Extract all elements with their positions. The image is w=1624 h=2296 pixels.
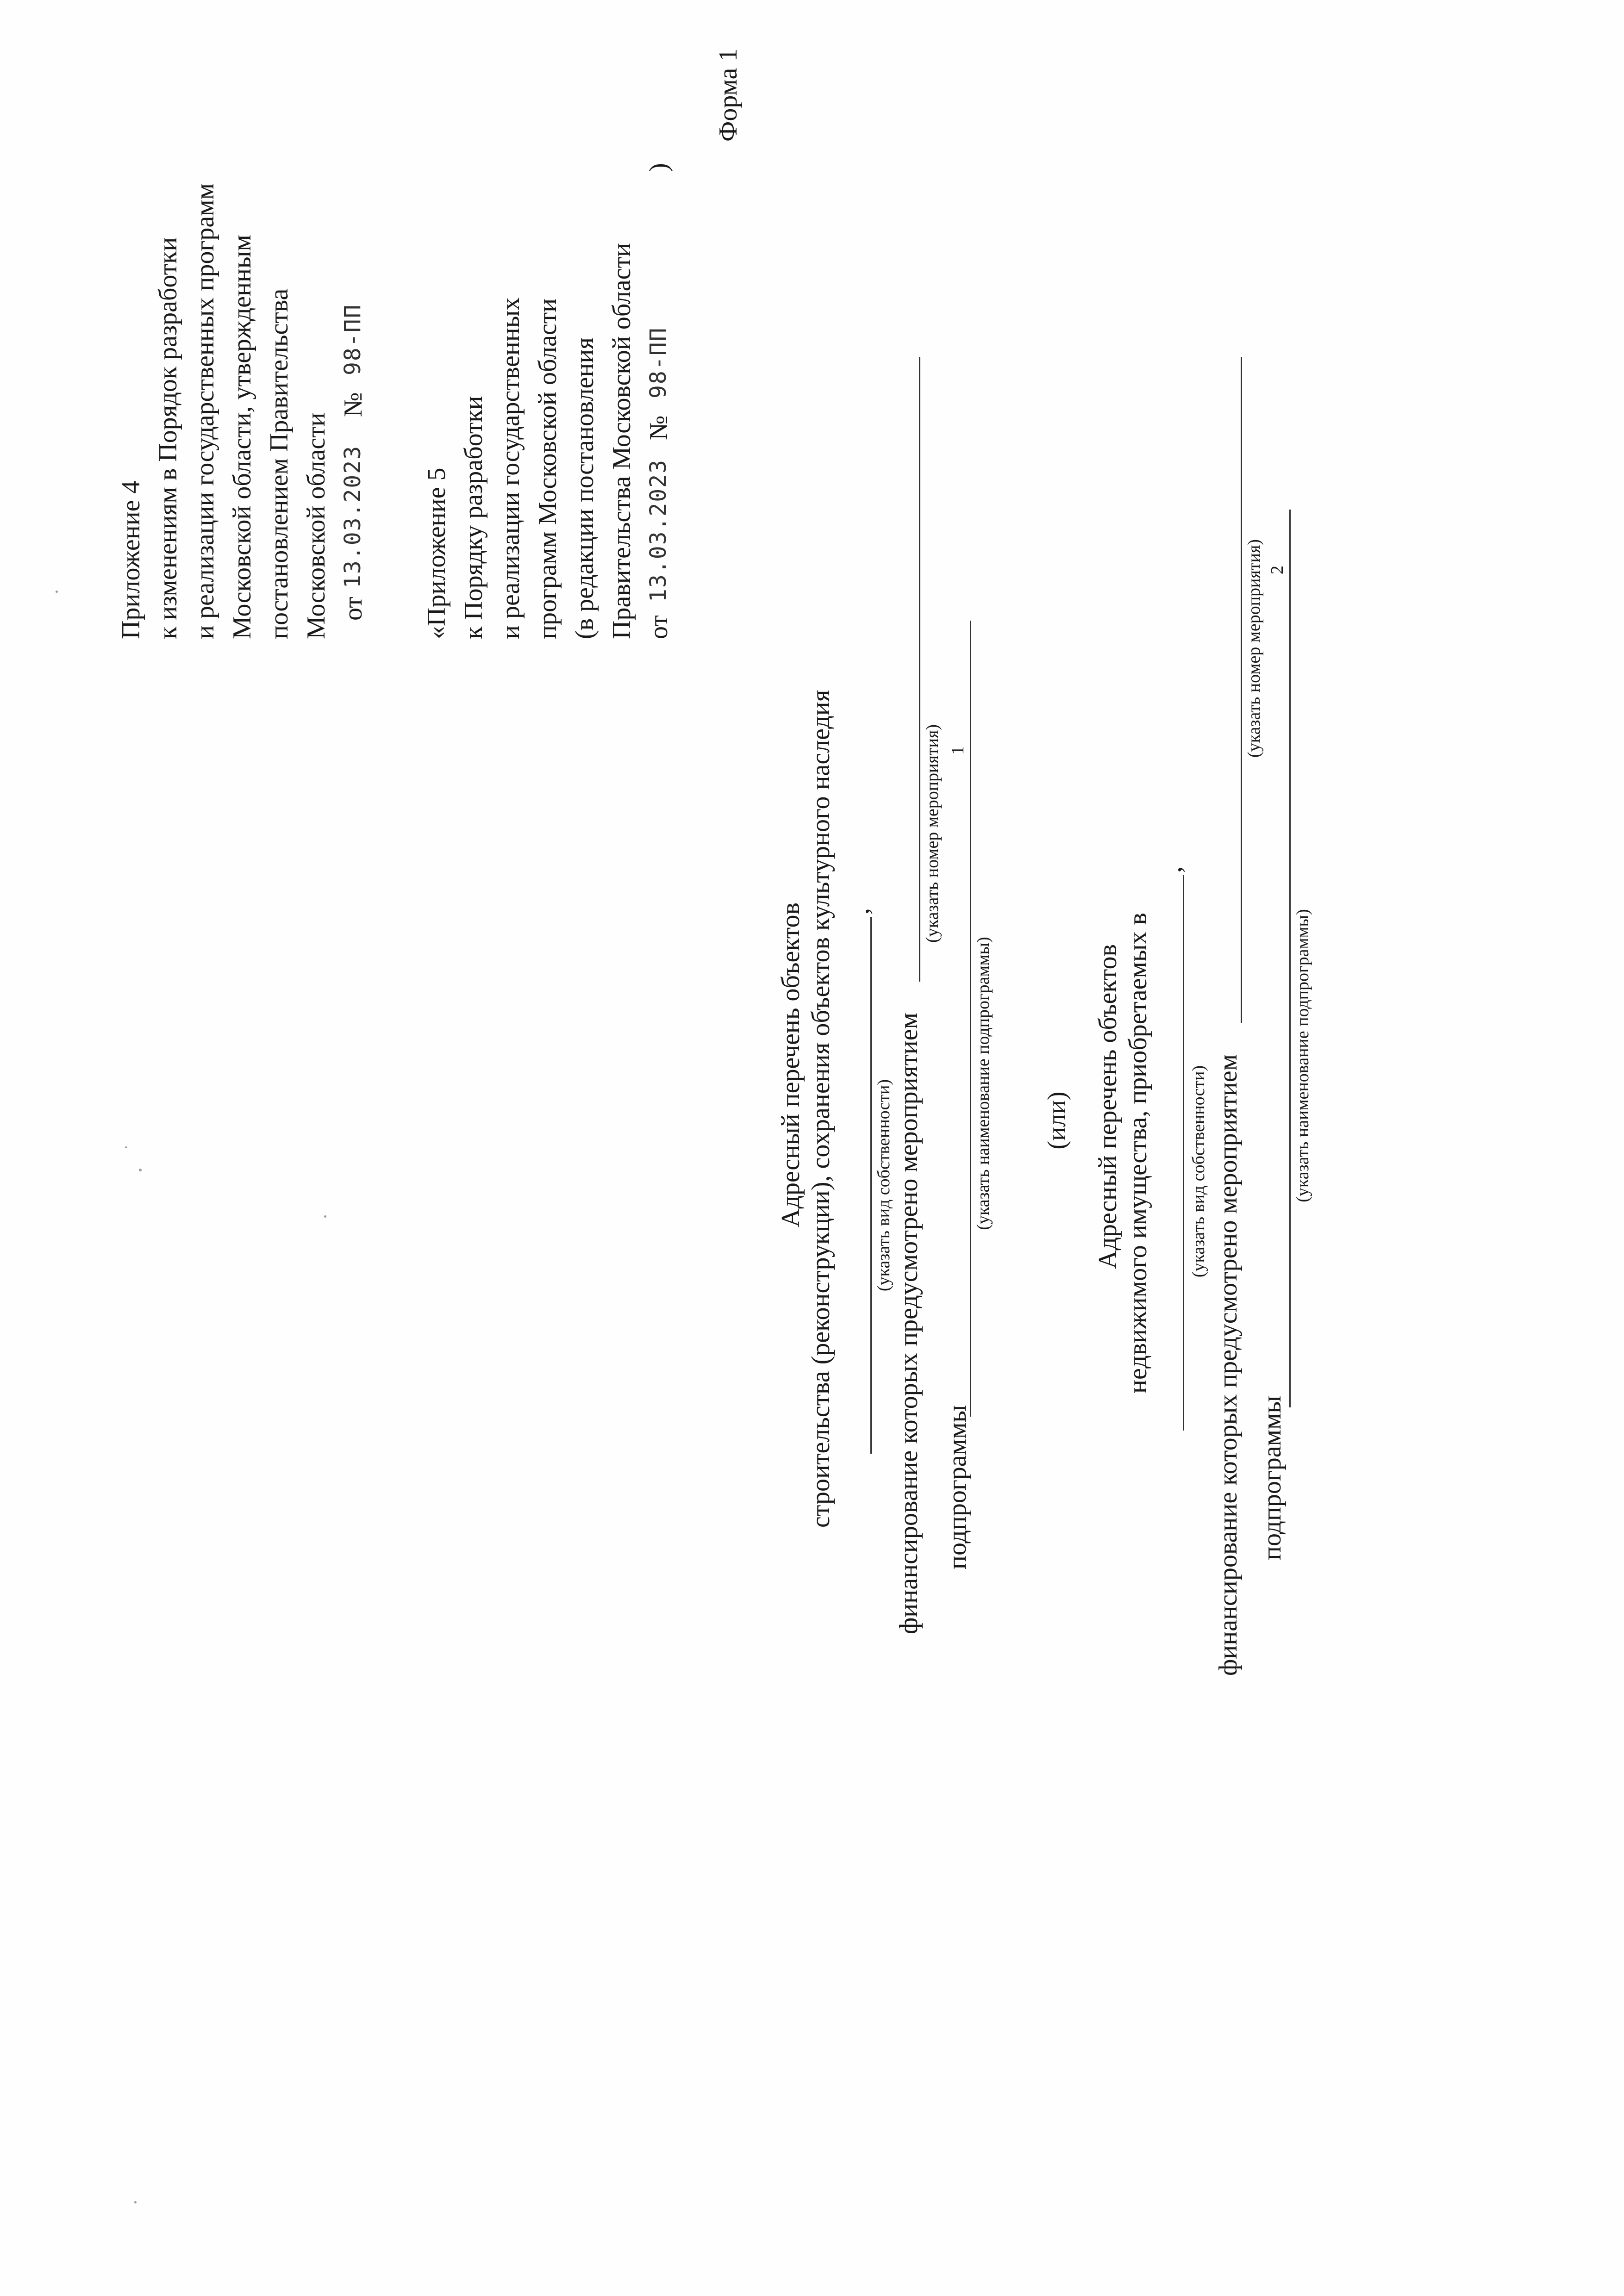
header-right-from-label: от — [644, 615, 673, 639]
or-label: (или) — [1043, 1091, 1071, 1150]
header-left-from-label: от — [339, 597, 368, 621]
block1-hint-subprogram: (указать наименование подпрограммы) — [974, 937, 993, 1230]
scan-speck — [56, 591, 58, 593]
block2-hint-subprogram: (указать наименование подпрограммы) — [1293, 909, 1312, 1202]
block1-hint-ownership: (указать вид собственности) — [874, 1079, 893, 1292]
block2-subprogram-line — [1289, 510, 1291, 1407]
header-left-line-6: Московской области — [302, 412, 331, 639]
block2-footnote: 2 — [1268, 566, 1287, 574]
header-left-line-1: Приложение 4 — [117, 480, 145, 639]
header-left-line-5: постановлением Правительства — [265, 288, 294, 639]
block2-title-2: недвижимого имущества, приобретаемых в — [1124, 913, 1152, 1394]
block1-event-line — [919, 357, 920, 982]
header-right-num-label: № — [644, 415, 673, 440]
block2-hint-ownership: (указать вид собственности) — [1189, 1065, 1208, 1278]
header-left-line-2: к изменениям в Порядок разработки — [154, 237, 182, 639]
block1-comma: , — [846, 908, 874, 915]
header-right-line-1: «Приложение 5 — [422, 467, 451, 639]
block1-hint-event: (указать номер мероприятия) — [923, 724, 942, 943]
block2-event-line — [1241, 357, 1242, 1023]
header-right-line-5: (в редакции постановления — [570, 337, 599, 639]
block2-subprogram-label: подпрограммы — [1258, 1395, 1287, 1560]
form-label: Форма 1 — [714, 48, 743, 142]
scan-speck — [324, 1215, 326, 1218]
header-right-close-paren: ) — [644, 163, 673, 172]
block1-subprogram-line — [970, 621, 971, 1417]
header-right-line-3: и реализации государственных — [496, 297, 525, 639]
block1-title-2: строительства (реконструкции), сохранения объектов культурного наследия — [806, 690, 835, 1528]
header-right-line-4: программ Московской области — [533, 298, 562, 639]
block2-ownership-line — [1183, 875, 1184, 1431]
block1-footnote: 1 — [948, 746, 968, 755]
header-left-number: 98-ПП — [340, 304, 366, 375]
block1-title-1: Адресный перечень объектов — [776, 902, 805, 1227]
scan-speck — [134, 2201, 137, 2203]
block2-hint-event: (указать номер мероприятия) — [1244, 539, 1264, 758]
header-left-line-4: Московской области, утвержденным — [228, 235, 256, 639]
header-right-date: 13.03.2023 — [645, 459, 671, 602]
block2-title-1: Адресный перечень объектов — [1093, 944, 1122, 1269]
header-left-date: 13.03.2023 — [340, 445, 366, 588]
block1-ownership-line — [870, 917, 872, 1454]
header-right-number: 98-ПП — [645, 327, 671, 398]
header-right-line-2: к Порядку разработки — [459, 396, 488, 639]
header-right-line-6: Правительства Московской области — [607, 243, 636, 639]
header-left-num-label: № — [339, 392, 368, 417]
block1-subprogram-label: подпрограммы — [943, 1405, 972, 1569]
block2-financing-text: финансирование которых предусмотрено мероприятием — [1214, 1054, 1243, 1676]
scan-speck — [139, 1169, 142, 1171]
block2-comma: , — [1158, 866, 1187, 873]
block1-financing-text: финансирование которых предусмотрено мероприятием — [894, 1012, 923, 1634]
scan-speck — [125, 1146, 127, 1148]
header-left-line-3: и реализации государственных программ — [191, 183, 219, 639]
